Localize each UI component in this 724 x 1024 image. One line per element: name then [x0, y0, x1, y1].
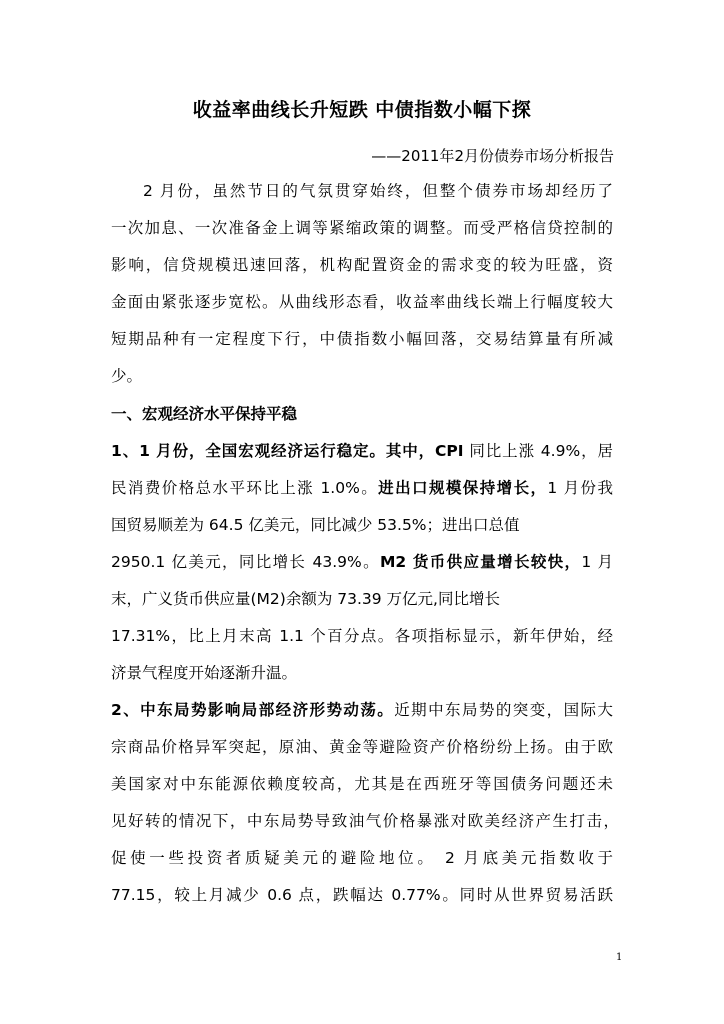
- p1-line-4: [111, 550, 613, 574]
- p1-line-2-bold: 进出口规模保持增长，: [378, 479, 548, 497]
- p2-line-6: 77.15，较上月减少 0.6 点，跌幅达 0.77%。同时从世界贸易活跃: [111, 886, 613, 904]
- intro-line-5: 短期品种有一定程度下行，中债指数小幅回落，交易结算量有所减: [111, 330, 613, 348]
- p1-line-3: 国贸易顺差为 64.5 亿美元，同比减少 53.5%；进出口总值: [111, 516, 520, 534]
- p2-line-1-bold: 2、中东局势影响局部经济形势动荡。: [111, 701, 395, 719]
- document-title: 收益率曲线长升短跌 中债指数小幅下探: [192, 99, 532, 121]
- p1-line-4-end: 1 月: [581, 553, 613, 571]
- p1-line-6: 17.31%，比上月末高 1.1 个百分点。各项指标显示，新年伊始，经: [111, 627, 613, 645]
- section-heading: 一、宏观经济水平保持平稳: [111, 405, 298, 423]
- intro-line-4: 金面由紧张逐步宽松。从曲线形态看，收益率曲线长端上行幅度较大: [111, 293, 613, 311]
- p1-line-4-bold: M2 货币供应量增长较快，: [379, 553, 582, 571]
- p1-line-2-text: 民消费价格总水平环比上涨 1.0%。: [111, 479, 379, 497]
- p1-line-1-text: 同比上涨 4.9%，居: [463, 442, 613, 460]
- page-number: 1: [616, 952, 623, 963]
- p1-line-4-text: 2950.1 亿美元，同比增长 43.9%。: [111, 553, 380, 571]
- intro-line-1: 2 月份，虽然节日的气氛贯穿始终，但整个债券市场却经历了: [143, 182, 613, 200]
- p1-line-2: [111, 476, 613, 500]
- p1-line-7: 济景气程度开始逐渐升温。: [111, 664, 298, 682]
- p2-line-1: [111, 698, 613, 722]
- p1-line-1-bold: 1、1 月份，全国宏观经济运行稳定。其中，CPI: [111, 442, 464, 460]
- p2-line-3: 美国家对中东能源依赖度较高，尤其是在西班牙等国债务问题还未: [111, 775, 613, 793]
- p2-line-2: 宗商品价格异军突起，原油、黄金等避险资产价格纷纷上扬。由于欧: [111, 738, 613, 756]
- intro-line-6: 少。: [111, 367, 143, 385]
- intro-line-2: 一次加息、一次准备金上调等紧缩政策的调整。而受严格信贷控制的: [111, 219, 613, 237]
- p1-line-2-end: 1 月份我: [547, 479, 613, 497]
- p2-line-4: 见好转的情况下，中东局势导致油气价格暴涨对欧美经济产生打击，: [111, 812, 619, 830]
- document-subtitle: ——2011年2月份债券市场分析报告: [371, 147, 614, 165]
- p2-line-5: 促使一些投资者质疑美元的避险地位。 2 月底美元指数收于: [111, 849, 613, 867]
- p2-line-1-text: 近期中东局势的突变，国际大: [394, 701, 613, 719]
- intro-line-3: 影响，信贷规模迅速回落，机构配置资金的需求变的较为旺盛，资: [111, 256, 613, 274]
- p1-line-1: [111, 439, 613, 463]
- p1-line-5: 末，广义货币供应量(M2)余额为 73.39 万亿元,同比增长: [111, 590, 500, 608]
